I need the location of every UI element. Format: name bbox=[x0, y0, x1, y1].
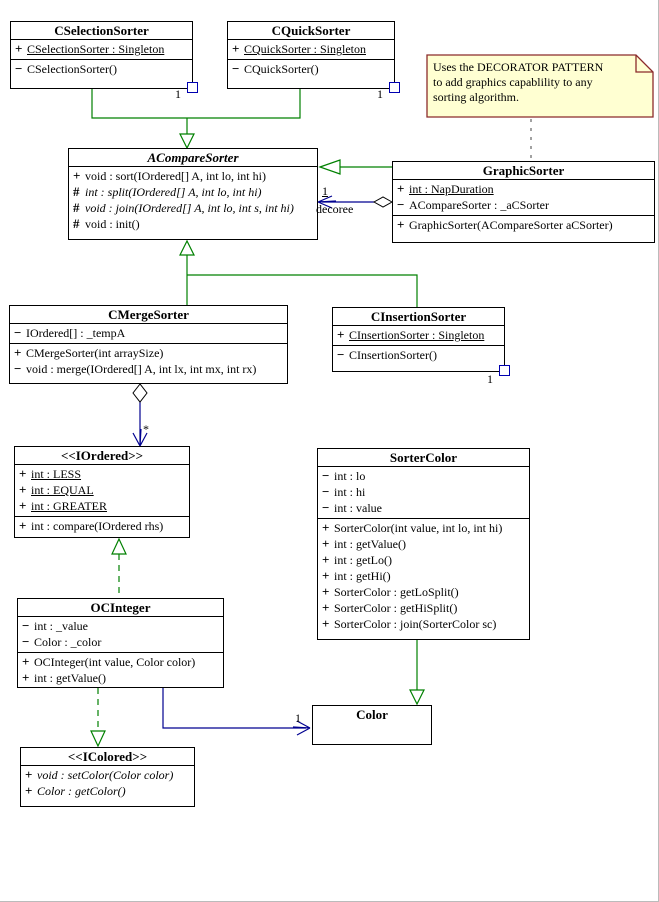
member-text: int : GREATER bbox=[31, 499, 108, 513]
class-title: GraphicSorter bbox=[393, 162, 654, 180]
visibility-sign: + bbox=[25, 767, 33, 782]
gen-arrow-into-color-top bbox=[410, 690, 424, 704]
note-line: sorting algorithm. bbox=[433, 90, 519, 104]
member-text: Color : getColor() bbox=[37, 784, 126, 798]
member-text: SorterColor : getHiSplit() bbox=[334, 601, 458, 615]
member-text: int : NapDuration bbox=[409, 182, 494, 196]
class-title: CMergeSorter bbox=[10, 306, 287, 324]
member-row bbox=[228, 41, 394, 57]
class-title: ACompareSorter bbox=[69, 149, 317, 167]
member-text: void : sort(IOrdered[] A, int lo, int hi) bbox=[85, 169, 266, 183]
member-text: CInsertionSorter : Singleton bbox=[349, 328, 485, 342]
multiplicity-label: 1 bbox=[322, 184, 328, 198]
gen-arrow-into-acompare-right bbox=[320, 160, 340, 174]
visibility-sign: − bbox=[232, 61, 240, 76]
member-row bbox=[318, 584, 529, 600]
member-row bbox=[18, 618, 223, 634]
class-color[interactable] bbox=[312, 705, 432, 745]
visibility-sign: + bbox=[22, 654, 30, 669]
member-text: void : init() bbox=[85, 217, 140, 231]
member-text: ACompareSorter : _aCSorter bbox=[409, 198, 549, 212]
visibility-sign: + bbox=[322, 584, 330, 599]
member-text: int : compare(IOrdered rhs) bbox=[31, 519, 164, 533]
edge-ocinteger-to-color bbox=[163, 688, 306, 728]
singleton-badge-cinsertionsorter bbox=[499, 365, 510, 376]
member-row bbox=[15, 466, 189, 482]
visibility-sign: # bbox=[73, 184, 80, 199]
member-text: int : getLo() bbox=[334, 553, 392, 567]
visibility-sign: + bbox=[322, 520, 330, 535]
visibility-sign: + bbox=[19, 498, 27, 513]
member-row bbox=[318, 552, 529, 568]
member-text: int : hi bbox=[334, 485, 366, 499]
realize-arrow-into-iordered-bottom bbox=[112, 539, 126, 554]
visibility-sign: + bbox=[19, 518, 27, 533]
member-row bbox=[11, 41, 192, 57]
visibility-sign: + bbox=[19, 466, 27, 481]
member-row bbox=[318, 616, 529, 632]
visibility-sign: + bbox=[337, 327, 345, 342]
visibility-sign: − bbox=[14, 361, 22, 376]
gen-arrow-into-acompare-top bbox=[180, 134, 194, 148]
member-text: SorterColor : join(SorterColor sc) bbox=[334, 617, 497, 631]
singleton-badge-cselectionsorter bbox=[187, 82, 198, 93]
edge-selection-quick-to-acompare bbox=[92, 89, 300, 118]
member-row bbox=[15, 518, 189, 534]
class-cquicksorter[interactable] bbox=[227, 21, 395, 89]
member-text: GraphicSorter(ACompareSorter aCSorter) bbox=[409, 218, 613, 232]
member-row bbox=[15, 482, 189, 498]
class-title: CQuickSorter bbox=[228, 22, 394, 40]
visibility-sign: + bbox=[397, 181, 405, 196]
note-line: to add graphics capablility to any bbox=[433, 75, 593, 89]
visibility-sign: − bbox=[397, 197, 405, 212]
member-text: CSelectionSorter() bbox=[27, 62, 117, 76]
diamond-at-graphicsorter bbox=[374, 197, 392, 207]
member-row bbox=[69, 184, 317, 200]
visibility-sign: # bbox=[73, 216, 80, 231]
member-row bbox=[10, 325, 287, 341]
member-row bbox=[393, 181, 654, 197]
member-text: SorterColor : getLoSplit() bbox=[334, 585, 459, 599]
visibility-sign: + bbox=[25, 783, 33, 798]
singleton-badge-cquicksorter bbox=[389, 82, 400, 93]
interface-icolored[interactable] bbox=[20, 747, 195, 807]
class-cinsertionsorter[interactable] bbox=[332, 307, 505, 372]
member-text: Color : _color bbox=[34, 635, 102, 649]
member-text: int : getHi() bbox=[334, 569, 391, 583]
visibility-sign: + bbox=[322, 568, 330, 583]
visibility-sign: − bbox=[322, 468, 330, 483]
interface-iordered[interactable] bbox=[14, 446, 190, 538]
member-text: int : split(IOrdered[] A, int lo, int hi) bbox=[85, 185, 262, 199]
gen-arrow-into-acompare-bottom bbox=[180, 241, 194, 255]
member-row bbox=[18, 654, 223, 670]
visibility-sign: # bbox=[73, 200, 80, 215]
member-row bbox=[318, 520, 529, 536]
member-text: OCInteger(int value, Color color) bbox=[34, 655, 196, 669]
multiplicity-label: 1 bbox=[487, 372, 493, 386]
member-row bbox=[21, 783, 194, 799]
member-row bbox=[228, 61, 394, 77]
member-row bbox=[318, 468, 529, 484]
class-cselectionsorter[interactable] bbox=[10, 21, 193, 89]
visibility-sign: + bbox=[15, 41, 23, 56]
member-text: CQuickSorter() bbox=[244, 62, 319, 76]
member-row bbox=[21, 767, 194, 783]
member-row bbox=[69, 216, 317, 232]
member-row bbox=[10, 361, 287, 377]
member-text: CSelectionSorter : Singleton bbox=[27, 42, 165, 56]
member-row bbox=[393, 217, 654, 233]
class-ocinteger[interactable] bbox=[17, 598, 224, 688]
class-sortercolor[interactable] bbox=[317, 448, 530, 640]
class-title: <<IColored>> bbox=[21, 748, 194, 766]
member-text: int : _value bbox=[34, 619, 88, 633]
visibility-sign: + bbox=[322, 600, 330, 615]
class-acomparesorter[interactable] bbox=[68, 148, 318, 240]
member-row bbox=[69, 168, 317, 184]
member-row bbox=[15, 498, 189, 514]
visibility-sign: − bbox=[14, 325, 22, 340]
class-graphicsorter[interactable] bbox=[392, 161, 655, 243]
member-row bbox=[18, 634, 223, 650]
member-text: SorterColor(int value, int lo, int hi) bbox=[334, 521, 503, 535]
member-row bbox=[69, 200, 317, 216]
visibility-sign: + bbox=[397, 217, 405, 232]
visibility-sign: + bbox=[322, 616, 330, 631]
member-row bbox=[11, 61, 192, 77]
multiplicity-label: 1 bbox=[377, 87, 383, 101]
class-title: CInsertionSorter bbox=[333, 308, 504, 326]
visibility-sign: + bbox=[22, 670, 30, 685]
class-title: OCInteger bbox=[18, 599, 223, 617]
visibility-sign: + bbox=[73, 168, 81, 183]
class-title: <<IOrdered>> bbox=[15, 447, 189, 465]
member-text: CQuickSorter : Singleton bbox=[244, 42, 366, 56]
member-text: void : merge(IOrdered[] A, int lx, int mx, int rx) bbox=[26, 362, 257, 376]
member-text: int : EQUAL bbox=[31, 483, 94, 497]
note-line: Uses the DECORATOR PATTERN bbox=[433, 60, 604, 74]
visibility-sign: + bbox=[322, 536, 330, 551]
member-text: CInsertionSorter() bbox=[349, 348, 437, 362]
visibility-sign: + bbox=[322, 552, 330, 567]
class-title: SorterColor bbox=[318, 449, 529, 467]
member-text: int : lo bbox=[334, 469, 366, 483]
member-text: void : join(IOrdered[] A, int lo, int s, int hi) bbox=[85, 201, 294, 215]
visibility-sign: − bbox=[322, 500, 330, 515]
visibility-sign: − bbox=[22, 634, 30, 649]
visibility-sign: + bbox=[14, 345, 22, 360]
decorator-note bbox=[433, 60, 603, 105]
multiplicity-label: 1 bbox=[175, 87, 181, 101]
member-row bbox=[318, 500, 529, 516]
member-text: int : getValue() bbox=[334, 537, 406, 551]
visibility-sign: − bbox=[15, 61, 23, 76]
visibility-sign: − bbox=[22, 618, 30, 633]
realize-arrow-into-icolored-top bbox=[91, 731, 105, 746]
member-text: int : LESS bbox=[31, 467, 82, 481]
class-cmergesorter[interactable] bbox=[9, 305, 288, 384]
member-row bbox=[318, 600, 529, 616]
member-row bbox=[18, 670, 223, 686]
member-row bbox=[333, 347, 504, 363]
member-text: int : getValue() bbox=[34, 671, 106, 685]
member-row bbox=[318, 536, 529, 552]
class-title: Color bbox=[356, 707, 388, 722]
member-text: int : value bbox=[334, 501, 382, 515]
member-text: void : setColor(Color color) bbox=[37, 768, 174, 782]
member-row bbox=[318, 484, 529, 500]
visibility-sign: + bbox=[19, 482, 27, 497]
multiplicity-label: 1 bbox=[295, 711, 301, 725]
class-title: CSelectionSorter bbox=[11, 22, 192, 40]
visibility-sign: − bbox=[337, 347, 345, 362]
visibility-sign: + bbox=[232, 41, 240, 56]
member-row bbox=[10, 345, 287, 361]
member-row bbox=[318, 568, 529, 584]
member-text: CMergeSorter(int arraySize) bbox=[26, 346, 164, 360]
edge-cinsertion-to-acompare bbox=[187, 275, 417, 307]
member-row bbox=[393, 197, 654, 213]
diamond-at-cmergesorter bbox=[133, 384, 147, 402]
visibility-sign: − bbox=[322, 484, 330, 499]
role-label-decoree: decoree bbox=[316, 202, 354, 216]
member-text: IOrdered[] : _tempA bbox=[26, 326, 126, 340]
member-row bbox=[333, 327, 504, 343]
multiplicity-label: * bbox=[143, 422, 149, 436]
